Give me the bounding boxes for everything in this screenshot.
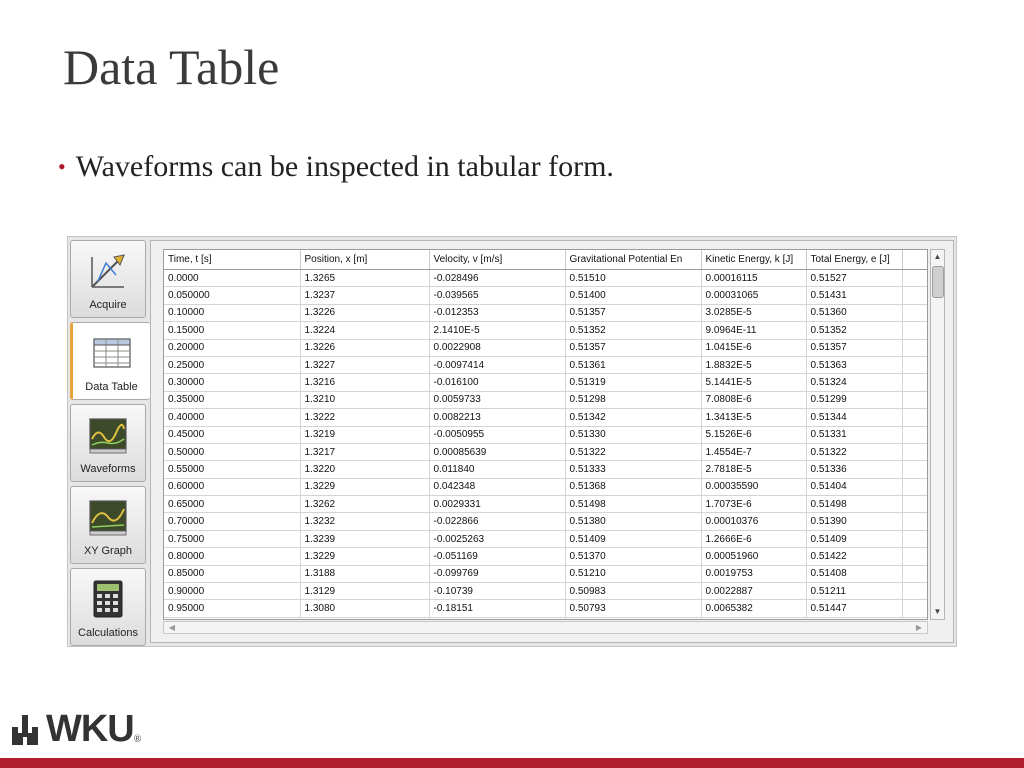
wku-logo: [8, 708, 141, 751]
table-cell[interactable]: 0.10000: [164, 304, 300, 321]
horizontal-scrollbar[interactable]: [163, 621, 928, 634]
table-cell[interactable]: 2.7818E-5: [701, 461, 806, 478]
table-cell[interactable]: 1.3222: [300, 409, 429, 426]
table-cell-filler: [902, 513, 927, 530]
table-cell[interactable]: -0.0050955: [429, 426, 565, 443]
table-cell[interactable]: 0.00016115: [701, 270, 806, 287]
table-cell[interactable]: -0.016100: [429, 374, 565, 391]
table-cell[interactable]: 0.0029331: [429, 496, 565, 513]
table-cell-filler: [902, 443, 927, 460]
table-cell[interactable]: 1.3220: [300, 461, 429, 478]
scroll-thumb[interactable]: [932, 266, 944, 298]
table-cell[interactable]: 0.51324: [806, 374, 902, 391]
table-cell[interactable]: 0.51380: [565, 513, 701, 530]
table-cell[interactable]: 0.51210: [565, 565, 701, 582]
column-header[interactable]: Total Energy, e [J]: [806, 250, 902, 270]
table-cell[interactable]: 1.7073E-6: [701, 496, 806, 513]
table-cell-filler: [902, 565, 927, 582]
table-cell[interactable]: 0.51363: [806, 356, 902, 373]
table-cell[interactable]: 0.51357: [806, 339, 902, 356]
table-row[interactable]: [164, 565, 927, 582]
table-cell[interactable]: 1.3232: [300, 513, 429, 530]
table-cell[interactable]: 0.30000: [164, 374, 300, 391]
table-cell[interactable]: 0.51422: [806, 548, 902, 565]
table-cell-filler: [902, 583, 927, 600]
table-cell[interactable]: 0.00010376: [701, 513, 806, 530]
table-cell[interactable]: 0.51510: [565, 270, 701, 287]
cupola-logo-icon: [8, 713, 42, 747]
table-cell[interactable]: -0.10739: [429, 583, 565, 600]
table-row[interactable]: [164, 513, 927, 530]
table-cell-filler: [902, 461, 927, 478]
table-cell-filler: [902, 426, 927, 443]
table-row[interactable]: [164, 391, 927, 408]
table-body: [164, 270, 927, 618]
table-cell[interactable]: 0.51361: [565, 356, 701, 373]
table-cell[interactable]: 5.1441E-5: [701, 374, 806, 391]
table-cell[interactable]: 0.25000: [164, 356, 300, 373]
table-cell[interactable]: 0.90000: [164, 583, 300, 600]
sidebar-item-label: XY Graph: [83, 545, 133, 557]
table-cell[interactable]: 0.51336: [806, 461, 902, 478]
column-header[interactable]: Kinetic Energy, k [J]: [701, 250, 806, 270]
table-cell[interactable]: 0.55000: [164, 461, 300, 478]
table-cell[interactable]: 1.8832E-5: [701, 356, 806, 373]
table-cell-filler: [902, 496, 927, 513]
sidebar-item-acquire[interactable]: [70, 240, 146, 318]
table-cell[interactable]: 0.51360: [806, 304, 902, 321]
table-cell[interactable]: 0.00035590: [701, 478, 806, 495]
table-cell-filler: [902, 270, 927, 287]
table-cell-filler: [902, 339, 927, 356]
table-cell[interactable]: 1.3237: [300, 287, 429, 304]
sidebar: [70, 240, 147, 645]
app-window: [67, 236, 957, 647]
column-header[interactable]: Velocity, v [m/s]: [429, 250, 565, 270]
table-cell[interactable]: 0.95000: [164, 600, 300, 617]
table-cell[interactable]: 0.40000: [164, 409, 300, 426]
table-cell[interactable]: 7.0808E-6: [701, 391, 806, 408]
table-cell[interactable]: 0.65000: [164, 496, 300, 513]
table-row[interactable]: [164, 426, 927, 443]
table-cell[interactable]: 0.35000: [164, 391, 300, 408]
table-row[interactable]: [164, 461, 927, 478]
table-cell[interactable]: 1.3216: [300, 374, 429, 391]
table-cell-filler: [902, 287, 927, 304]
table-row[interactable]: [164, 496, 927, 513]
column-header-filler: [902, 250, 927, 270]
sidebar-item-label: Calculations: [78, 627, 138, 639]
table-cell[interactable]: 0.51211: [806, 583, 902, 600]
table-cell[interactable]: 1.3262: [300, 496, 429, 513]
table-cell[interactable]: -0.022866: [429, 513, 565, 530]
table-cell[interactable]: 5.1526E-6: [701, 426, 806, 443]
column-header[interactable]: Gravitational Potential En: [565, 250, 701, 270]
table-cell[interactable]: 0.51299: [806, 391, 902, 408]
table-cell-filler: [902, 478, 927, 495]
table-cell[interactable]: 0.00031065: [701, 287, 806, 304]
table-cell[interactable]: -0.18151: [429, 600, 565, 617]
table-cell[interactable]: 0.51409: [806, 530, 902, 547]
table-cell[interactable]: 0.51447: [806, 600, 902, 617]
table-row[interactable]: [164, 548, 927, 565]
table-cell[interactable]: 1.3210: [300, 391, 429, 408]
calculator-icon: [86, 579, 130, 619]
table-cell[interactable]: 0.51390: [806, 513, 902, 530]
table-cell[interactable]: 1.3129: [300, 583, 429, 600]
table-row[interactable]: [164, 270, 927, 287]
table-cell[interactable]: 1.3413E-5: [701, 409, 806, 426]
table-cell-filler: [902, 548, 927, 565]
sidebar-item-data-table[interactable]: [70, 322, 150, 400]
table-cell[interactable]: 1.3227: [300, 356, 429, 373]
slide-title: Data Table: [63, 39, 280, 95]
table-cell[interactable]: 0.00051960: [701, 548, 806, 565]
table-cell[interactable]: 0.51498: [806, 496, 902, 513]
table-cell[interactable]: 0.51368: [565, 478, 701, 495]
vertical-scrollbar[interactable]: [930, 249, 945, 620]
acquire-icon: [86, 251, 130, 291]
table-cell[interactable]: 0.51331: [806, 426, 902, 443]
table-cell[interactable]: 0.15000: [164, 322, 300, 339]
table-cell[interactable]: 0.51498: [565, 496, 701, 513]
waveforms-icon: [86, 415, 130, 455]
table-cell[interactable]: -0.051169: [429, 548, 565, 565]
table-cell[interactable]: 1.3188: [300, 565, 429, 582]
table-header-row: [164, 250, 927, 270]
table-cell[interactable]: 0.51330: [565, 426, 701, 443]
scroll-up-icon[interactable]: ▲: [933, 252, 942, 261]
table-cell-filler: [902, 322, 927, 339]
column-header[interactable]: Time, t [s]: [164, 250, 300, 270]
table-row[interactable]: [164, 443, 927, 460]
sidebar-item-label: Acquire: [89, 299, 127, 311]
table-cell[interactable]: 0.51527: [806, 270, 902, 287]
table-cell[interactable]: 1.4554E-7: [701, 443, 806, 460]
table-cell[interactable]: -0.028496: [429, 270, 565, 287]
table-cell[interactable]: 0.51322: [806, 443, 902, 460]
xy-graph-icon: [86, 497, 130, 537]
data-grid: [164, 250, 928, 618]
table-cell[interactable]: 0.0019753: [701, 565, 806, 582]
table-cell[interactable]: 1.0415E-6: [701, 339, 806, 356]
table-cell-filler: [902, 304, 927, 321]
table-cell[interactable]: 0.51431: [806, 287, 902, 304]
table-cell[interactable]: 9.0964E-11: [701, 322, 806, 339]
table-cell[interactable]: 0.51352: [806, 322, 902, 339]
bullet-point: [58, 150, 614, 184]
table-row[interactable]: [164, 322, 927, 339]
table-cell[interactable]: -0.012353: [429, 304, 565, 321]
table-cell[interactable]: 1.3224: [300, 322, 429, 339]
table-cell[interactable]: 1.3229: [300, 478, 429, 495]
table-cell[interactable]: 2.1410E-5: [429, 322, 565, 339]
table-row[interactable]: [164, 287, 927, 304]
table-cell[interactable]: 0.50793: [565, 600, 701, 617]
table-cell[interactable]: 1.2666E-6: [701, 530, 806, 547]
table-row[interactable]: [164, 339, 927, 356]
table-row[interactable]: [164, 356, 927, 373]
table-cell[interactable]: 0.51352: [565, 322, 701, 339]
table-cell[interactable]: 0.75000: [164, 530, 300, 547]
table-cell[interactable]: 0.60000: [164, 478, 300, 495]
table-cell[interactable]: 0.20000: [164, 339, 300, 356]
table-cell-filler: [902, 356, 927, 373]
sidebar-item-xy-graph[interactable]: [70, 486, 146, 564]
table-cell[interactable]: 0.51357: [565, 304, 701, 321]
table-cell[interactable]: 0.042348: [429, 478, 565, 495]
data-table-icon: [90, 333, 134, 373]
table-row[interactable]: [164, 409, 927, 426]
table-cell[interactable]: 1.3226: [300, 339, 429, 356]
table-cell[interactable]: 1.3226: [300, 304, 429, 321]
registered-mark: ®: [133, 734, 142, 745]
bullet-text: Waveforms can be inspected in tabular form.: [75, 150, 614, 183]
footer-accent-bar: [0, 758, 1024, 768]
table-cell[interactable]: -0.0097414: [429, 356, 565, 373]
table-cell[interactable]: 0.0022887: [701, 583, 806, 600]
table-cell[interactable]: 0.0065382: [701, 600, 806, 617]
table-cell[interactable]: -0.039565: [429, 287, 565, 304]
table-row[interactable]: [164, 374, 927, 391]
table-cell[interactable]: 0.51404: [806, 478, 902, 495]
table-cell[interactable]: 0.51298: [565, 391, 701, 408]
data-table-panel: [150, 240, 954, 643]
table-cell[interactable]: 0.00085639: [429, 443, 565, 460]
table-cell[interactable]: 0.050000: [164, 287, 300, 304]
table-cell[interactable]: 1.3080: [300, 600, 429, 617]
bullet-dot: •: [58, 154, 66, 179]
table-cell[interactable]: 0.51357: [565, 339, 701, 356]
table-cell[interactable]: 0.50000: [164, 443, 300, 460]
table-cell[interactable]: 0.0082213: [429, 409, 565, 426]
table-cell[interactable]: 0.0059733: [429, 391, 565, 408]
table-cell[interactable]: 1.3217: [300, 443, 429, 460]
table-cell[interactable]: 0.0000: [164, 270, 300, 287]
scroll-down-icon[interactable]: ▼: [933, 607, 942, 616]
table-cell-filler: [902, 600, 927, 617]
table-cell[interactable]: -0.0025263: [429, 530, 565, 547]
table-cell-filler: [902, 409, 927, 426]
table-cell[interactable]: 0.51322: [565, 443, 701, 460]
table-cell-filler: [902, 374, 927, 391]
column-header[interactable]: Position, x [m]: [300, 250, 429, 270]
table-cell[interactable]: 0.0022908: [429, 339, 565, 356]
table-cell[interactable]: 0.51408: [806, 565, 902, 582]
table-cell[interactable]: 0.70000: [164, 513, 300, 530]
table-row[interactable]: [164, 304, 927, 321]
table-cell[interactable]: 0.51342: [565, 409, 701, 426]
table-cell[interactable]: 1.3265: [300, 270, 429, 287]
table-cell[interactable]: 3.0285E-5: [701, 304, 806, 321]
table-cell-filler: [902, 530, 927, 547]
table-cell[interactable]: 0.45000: [164, 426, 300, 443]
table-cell[interactable]: 0.51319: [565, 374, 701, 391]
table-cell[interactable]: 0.50983: [565, 583, 701, 600]
sidebar-item-waveforms[interactable]: [70, 404, 146, 482]
table-cell[interactable]: 0.80000: [164, 548, 300, 565]
scroll-left-icon[interactable]: ◀: [168, 623, 176, 632]
table-cell[interactable]: 0.85000: [164, 565, 300, 582]
table-cell[interactable]: 0.51344: [806, 409, 902, 426]
table-cell[interactable]: 0.011840: [429, 461, 565, 478]
table-row[interactable]: [164, 583, 927, 600]
table-cell[interactable]: 1.3229: [300, 548, 429, 565]
sidebar-item-label: Waveforms: [80, 463, 136, 475]
sidebar-item-label: Data Table: [85, 381, 138, 393]
table-row[interactable]: [164, 478, 927, 495]
table-cell[interactable]: 1.3239: [300, 530, 429, 547]
table-row[interactable]: [164, 600, 927, 617]
scroll-right-icon[interactable]: ▶: [915, 623, 923, 632]
table-cell-filler: [902, 391, 927, 408]
table-cell[interactable]: 1.3219: [300, 426, 429, 443]
table-cell[interactable]: 0.51370: [565, 548, 701, 565]
table-cell[interactable]: 0.51333: [565, 461, 701, 478]
sidebar-item-calculations[interactable]: [70, 568, 146, 646]
data-table[interactable]: [163, 249, 928, 620]
table-cell[interactable]: -0.099769: [429, 565, 565, 582]
table-cell[interactable]: 0.51400: [565, 287, 701, 304]
logo-wordmark: WKU: [46, 708, 134, 750]
table-cell[interactable]: 0.51409: [565, 530, 701, 547]
table-row[interactable]: [164, 530, 927, 547]
